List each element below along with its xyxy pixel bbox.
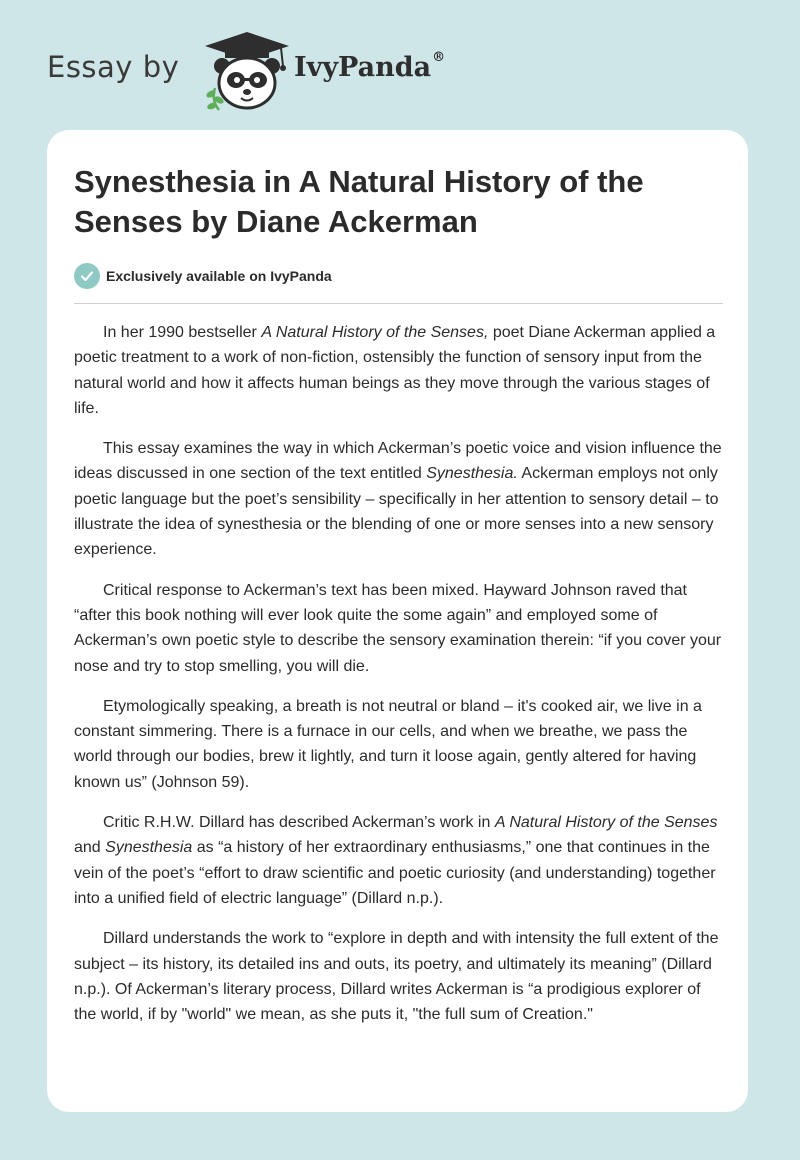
site-header [47, 28, 507, 112]
italic-title-text: Synesthesia [105, 839, 193, 857]
brand-label: IvyPanda [294, 52, 432, 83]
paragraph-text: Critical response to Ackerman’s text has been mixed. Hayward Johnson raved that “after this book nothing will ever look quite the some again” and employed some of Ackerman’s own poetic style to describe the sensory examination therein: “if you cover your nose and try to stop smelling, you will die. [74, 581, 722, 675]
essay-paragraph [74, 810, 726, 911]
paragraph-text: Ackerman employs not only poetic language but the poet’s sensibility – specifically in her attention to sensory detail – to illustrate the idea of synesthesia or the blending of one or more senses into a new sensory experience. [74, 465, 719, 559]
italic-title-text: A Natural History of the Senses, [261, 324, 489, 341]
paragraph-text: Critic R.H.W. Dillard has described Ackerman’s work in [103, 814, 495, 832]
paragraph-text: Dillard understands the work to “explore in depth and with intensity the full extent of the subject – its history, its detailed ins and outs, its poetry, and ultimately its meaning” (Dillard n.p.). Of Ackerman’s literary process, Dillard writes Ackerman is “a prodigious explorer of the world, if by "world" we mean, as she puts it, "the full sum of Creation." [74, 930, 719, 1024]
paragraph-text: In her 1990 bestseller [103, 324, 262, 341]
divider [74, 303, 723, 304]
paragraph-text: Etymologically speaking, a breath is not neutral or bland – it's cooked air, we live in a constant simmering. There is a furnace in our cells, and when we breathe, we pass the world through our bodies, brew it lightly, and turn it loose again, gently altered for having known us” (Johnson 59). [74, 697, 702, 791]
paragraph-text: and [74, 839, 106, 857]
paragraph-text: poet Diane Ackerman applied a poetic treatment to a work of non-fiction, ostensibly the function of sensory input from the natural world and how it affects human beings as they move through the various stages of life. [74, 324, 716, 417]
brand-name[interactable] [294, 52, 445, 83]
essay-paragraph [74, 694, 726, 795]
essay-paragraph [74, 926, 726, 1027]
italic-title-text: Synesthesia. [426, 465, 518, 483]
paragraph-text: This essay examines the way in which Ackerman’s poetic voice and vision influence the ideas discussed in one section of the text entitled [74, 440, 722, 483]
italic-title-text: A Natural History of the Senses [494, 814, 718, 832]
essay-paragraph [74, 320, 726, 421]
essay-paragraph [74, 436, 726, 562]
exclusive-badge [74, 263, 332, 289]
panda-graduate-icon[interactable] [201, 28, 293, 112]
essay-paragraph [74, 578, 726, 679]
paragraph-text: as “a history of her extraordinary enthusiasms,” one that continues in the vein of the poet’s “effort to draw scientific and poetic curiosity (and understanding) together into a unified field of electric language” (Dillard n.p.). [74, 839, 716, 907]
page-title: Synesthesia in A Natural History of the Senses by Diane Ackerman [74, 164, 644, 239]
check-circle-icon [74, 263, 100, 289]
essay-card [47, 130, 748, 1112]
registered-mark: ® [432, 50, 446, 65]
exclusive-badge-label: Exclusively available on IvyPanda [106, 268, 332, 284]
essay-body [74, 320, 726, 1042]
essay-by-label: Essay by [47, 50, 180, 84]
